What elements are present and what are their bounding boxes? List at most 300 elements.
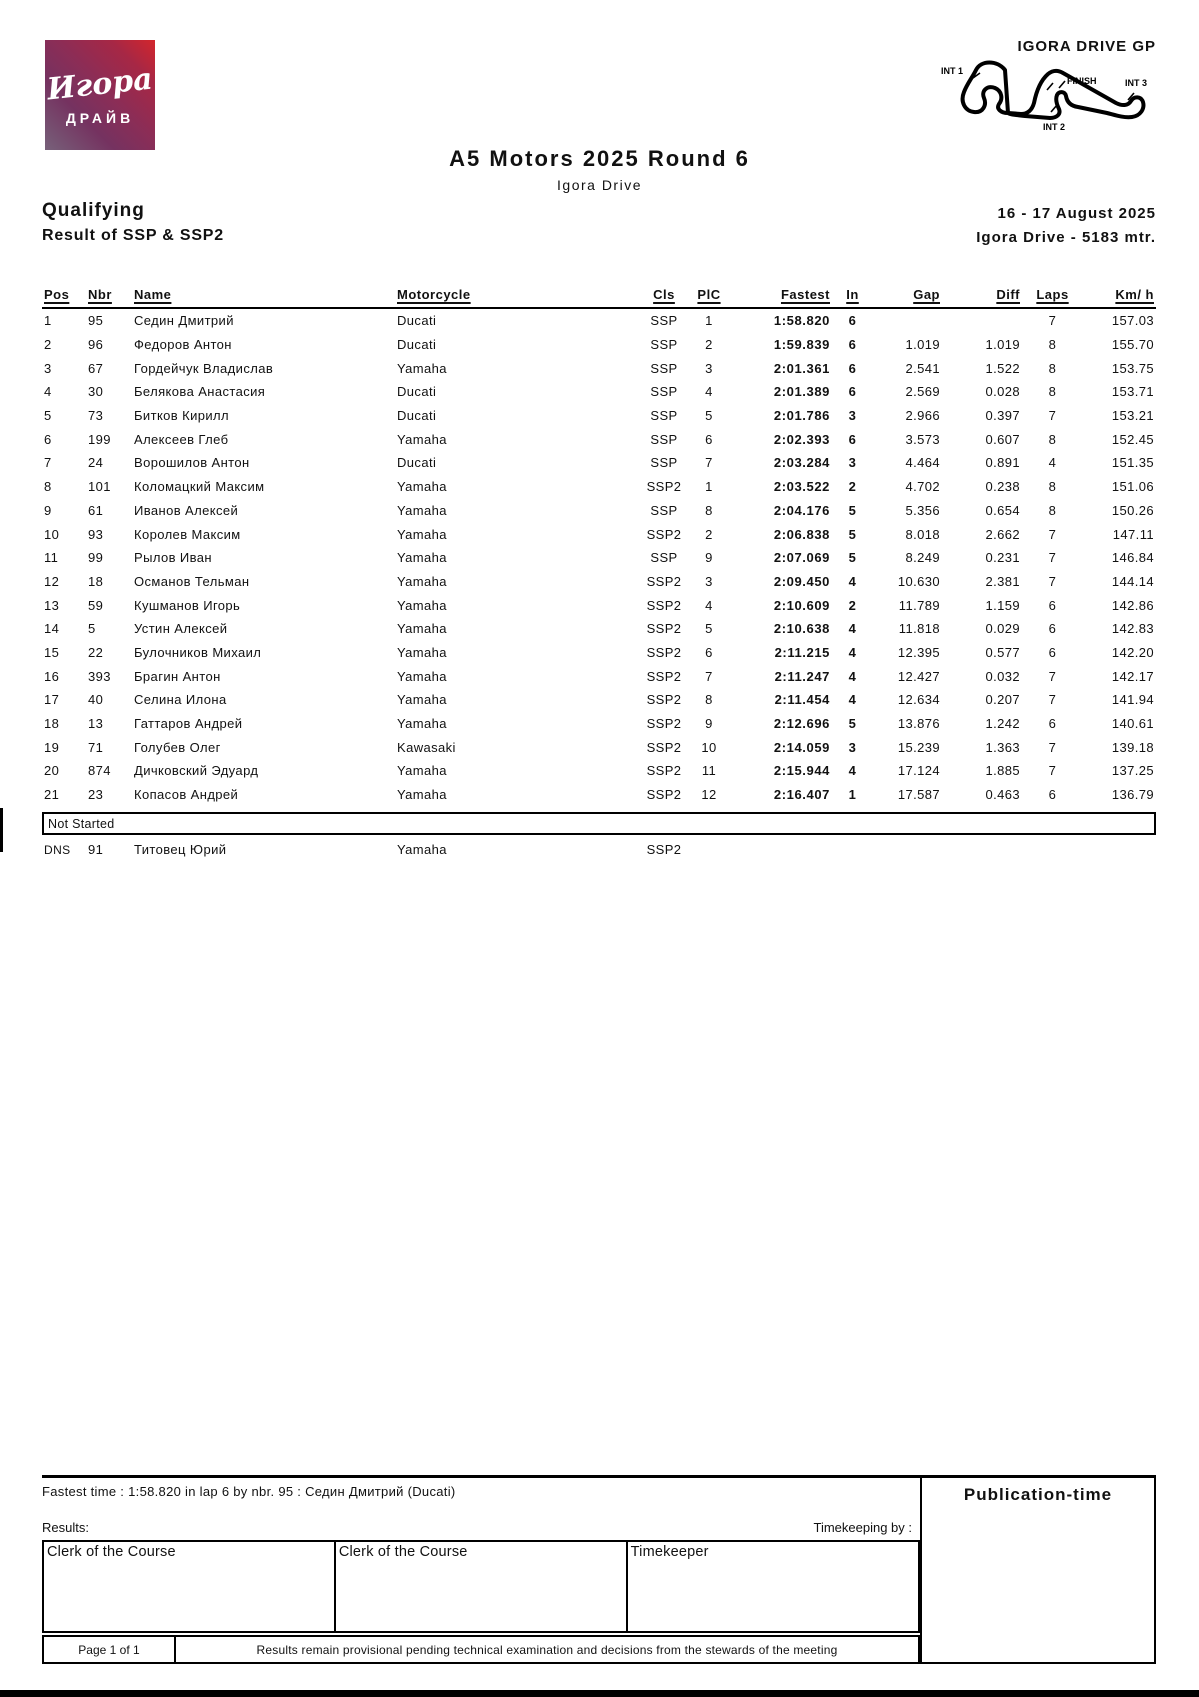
cell-kmh: 153.75 [1111,360,1154,376]
cell-fastest: 2:06.838 [773,526,830,542]
cell-motorcycle: Yamaha [397,479,447,495]
cell-motorcycle: Yamaha [397,526,447,542]
cell-fastest: 2:01.786 [773,408,830,424]
cell-in: 5 [848,716,857,732]
cell-fastest: 2:11.215 [774,644,830,660]
results-table [42,285,1156,806]
cell-cls: SSP2 [646,526,682,542]
cell-plc: 2 [705,526,713,542]
igora-drive-logo [45,40,155,150]
cell-cls: SSP [650,384,678,400]
cell-kmh: 144.14 [1111,573,1154,589]
cell-kmh: 151.35 [1111,455,1154,471]
cell-pos: 12 [44,573,60,589]
cell-nbr: 93 [88,526,104,542]
cell-motorcycle: Ducati [397,384,437,400]
cell-name: Битков Кирилл [134,408,230,424]
cell-gap: 5.356 [905,502,940,518]
table-row [42,427,1156,451]
cell-name: Голубев Олег [134,739,221,755]
cell-nbr: 393 [88,668,111,684]
fastest-time-line: Fastest time : 1:58.820 in lap 6 by nbr. 95 : Седин Дмитрий (Ducati) [42,1484,456,1499]
cell-kmh: 146.84 [1111,550,1154,566]
cell-name: Алексеев Глеб [134,431,229,447]
cell-pos: 2 [44,337,52,353]
cell-diff: 0.891 [985,455,1020,471]
cell-cls: SSP2 [646,739,682,755]
cell-kmh: 142.86 [1111,597,1154,613]
cell-pos: 17 [44,692,60,708]
cell-cls: SSP2 [646,842,682,858]
cell-in: 4 [848,621,857,637]
table-row [42,308,1156,333]
cell-laps: 8 [1048,360,1057,376]
cell-plc: 11 [701,763,717,779]
cell-pos: 8 [44,479,52,495]
cell-nbr: 30 [88,384,104,400]
cell-motorcycle: Yamaha [397,502,447,518]
cell-cls: SSP [650,550,678,566]
cell-nbr: 96 [88,337,104,353]
cell-in: 4 [848,763,857,779]
track-label-finish: FINISH [1067,76,1097,86]
col-header-gap: Gap [913,287,940,302]
cell-kmh: 142.20 [1111,644,1154,660]
cell-fastest: 2:14.059 [773,739,830,755]
cell-kmh: 142.17 [1111,668,1154,684]
table-row [42,546,1156,570]
cell-name: Дичковский Эдуард [134,763,259,779]
cell-nbr: 61 [88,502,104,518]
cell-pos: 11 [44,550,59,566]
table-row [42,522,1156,546]
results-tbody [42,308,1156,806]
cell-cls: SSP [650,337,678,353]
cell-laps: 7 [1048,668,1057,684]
cell-name: Булочников Михаил [134,644,262,660]
cell-gap: 1.019 [905,337,940,353]
table-row [42,451,1156,475]
col-header-cls: Cls [653,287,675,302]
cell-pos: 21 [44,787,60,803]
table-row [42,404,1156,428]
cell-laps: 8 [1048,479,1057,495]
cell-motorcycle: Yamaha [397,842,447,858]
dns-tbody [42,838,1156,862]
cell-diff: 0.577 [985,644,1020,660]
results-row [42,1513,920,1535]
cell-fastest: 2:01.361 [773,360,830,376]
cell-motorcycle: Yamaha [397,360,447,376]
cell-fastest: 2:01.389 [773,384,830,400]
cell-motorcycle: Yamaha [397,621,447,637]
cell-diff: 1.522 [985,360,1020,376]
cell-gap [870,308,945,333]
cell-nbr: 73 [88,408,104,424]
cell-nbr: 99 [88,550,104,566]
cell-plc: 6 [705,431,713,447]
cell-plc: 5 [705,621,713,637]
cell-plc: 3 [705,573,713,589]
cell-nbr: 23 [88,787,104,803]
cell-name: Копасов Андрей [134,787,239,803]
cell-laps: 7 [1048,313,1057,329]
event-date: 16 - 17 August 2025 [997,205,1156,222]
cell-name: Кушманов Игорь [134,597,241,613]
col-header-fastest: Fastest [780,287,830,302]
col-header-pos: Pos [44,287,70,302]
cell-in: 3 [848,455,857,471]
cell-gap: 2.569 [905,384,940,400]
dns-row [42,838,1156,862]
cell-kmh: 147.11 [1112,526,1154,542]
cell-cls: SSP [650,431,678,447]
table-row [42,593,1156,617]
logo-script-text: Игора [45,61,155,108]
cell-gap: 10.630 [897,573,940,589]
table-row [42,664,1156,688]
table-row [42,380,1156,404]
cell-plc: 7 [705,455,713,471]
cell-in: 1 [848,787,857,803]
cell-diff: 1.159 [985,597,1020,613]
cell-gap: 17.124 [897,763,940,779]
cell-laps: 4 [1048,455,1057,471]
cell-in: 3 [848,408,857,424]
cell-gap: 2.966 [905,408,940,424]
cell-nbr: 59 [88,597,104,613]
signature-row [42,1540,920,1633]
cell-nbr: 95 [88,313,104,329]
cell-name: Гордейчук Владислав [134,360,274,376]
cell-motorcycle: Yamaha [397,763,447,779]
cell-cls: SSP2 [646,787,682,803]
cell-in: 6 [848,384,857,400]
cell-diff: 2.381 [985,573,1020,589]
cell-kmh: 150.26 [1111,502,1154,518]
cell-fastest: 2:03.522 [773,479,830,495]
cell-kmh: 139.18 [1111,739,1154,755]
cell-plc: 1 [705,479,713,495]
col-header-kmh: Km/ h [1115,287,1154,302]
cell-fastest: 2:09.450 [773,573,830,589]
cell-in: 5 [848,526,857,542]
cell-plc: 5 [705,408,713,424]
table-row [42,356,1156,380]
dns-table [42,838,1156,862]
cell-plc: 10 [701,739,717,755]
table-row [42,735,1156,759]
cell-plc: 4 [705,384,713,400]
cell-diff [945,308,1025,333]
cell-laps: 7 [1048,408,1057,424]
cell-kmh: 153.21 [1111,408,1154,424]
cell-cls: SSP2 [646,644,682,660]
cell-gap: 12.395 [897,644,940,660]
cell-in: 6 [848,431,857,447]
col-header-plc: PlC [697,287,721,302]
cell-laps: 8 [1048,431,1057,447]
page-number: Page 1 of 1 [42,1635,176,1664]
cell-in: 4 [848,668,857,684]
not-started-section [42,812,1156,835]
cell-motorcycle: Kawasaki [397,739,456,755]
cell-nbr: 24 [88,455,104,471]
cell-laps: 6 [1048,716,1057,732]
cell-cls: SSP2 [646,716,682,732]
cell-diff: 1.019 [985,337,1020,353]
cell-nbr: 18 [88,573,104,589]
cell-motorcycle: Ducati [397,408,437,424]
col-header-diff: Diff [996,287,1020,302]
cell-pos: 3 [44,360,52,376]
header-row [42,285,1156,308]
cell-fastest: 2:03.284 [773,455,830,471]
cell-diff: 0.032 [985,668,1020,684]
table-row [42,783,1156,807]
cell-name: Селина Илона [134,692,227,708]
cell-in: 3 [848,739,857,755]
cell-name: Брагин Антон [134,668,221,684]
cell-gap: 13.876 [897,716,940,732]
cell-laps: 7 [1048,526,1057,542]
cell-pos: 9 [44,502,52,518]
cell-name: Гаттаров Андрей [134,716,243,732]
cell-plc: 12 [701,787,717,803]
cell-pos: 14 [44,621,60,637]
cell-motorcycle: Yamaha [397,431,447,447]
cell-nbr: 101 [88,479,111,495]
cell-name: Белякова Анастасия [134,384,266,400]
cell-plc: 8 [705,692,713,708]
track-label-int2: INT 2 [1043,122,1066,132]
cell-fastest: 2:02.393 [773,431,830,447]
cell-laps: 7 [1048,550,1057,566]
table-row [42,759,1156,783]
table-row [42,499,1156,523]
cell-fastest: 2:11.247 [774,668,830,684]
table-row [42,570,1156,594]
cell-gap: 12.427 [897,668,940,684]
cell-nbr: 40 [88,692,104,708]
cell-in: 4 [848,644,857,660]
cell-diff: 0.029 [985,621,1020,637]
results-table-header [42,285,1156,308]
cell-cls: SSP2 [646,668,682,684]
cell-name: Королев Максим [134,526,241,542]
cell-in: 5 [848,550,857,566]
cell-in: 5 [848,502,857,518]
cell-nbr: 5 [88,621,96,637]
cell-motorcycle: Yamaha [397,787,447,803]
cell-pos: 1 [44,313,52,329]
cell-motorcycle: Yamaha [397,550,447,566]
cell-kmh: 140.61 [1111,716,1154,732]
cell-gap: 17.587 [897,787,940,803]
cell-gap: 3.573 [905,431,940,447]
cell-cls: SSP [650,455,678,471]
cell-kmh: 137.25 [1111,763,1154,779]
table-row [42,617,1156,641]
cell-kmh: 157.03 [1111,313,1154,329]
session-title: Qualifying [42,200,145,221]
table-row [42,641,1156,665]
cell-name: Федоров Антон [134,337,232,353]
cell-laps: 6 [1048,644,1057,660]
cell-cls: SSP2 [646,692,682,708]
cell-cls: SSP2 [646,621,682,637]
cell-nbr: 67 [88,360,104,376]
cell-diff: 2.662 [985,526,1020,542]
cell-fastest: 2:07.069 [773,550,830,566]
cell-laps: 7 [1048,692,1057,708]
footer-left [42,1478,920,1664]
results-label: Results: [42,1520,89,1535]
cell-gap: 2.541 [905,360,940,376]
cell-in: 6 [848,360,857,376]
cell-plc: 8 [705,502,713,518]
disclaimer: Results remain provisional pending technical examination and decisions from the stewards of the meeting [176,1635,920,1664]
cell-pos: 20 [44,763,60,779]
cell-cls: SSP [650,502,678,518]
cell-name: Коломацкий Максим [134,479,265,495]
cell-kmh: 152.45 [1111,431,1154,447]
cell-kmh: 155.70 [1111,337,1154,353]
cell-cls: SSP [650,408,678,424]
cell-laps: 7 [1048,573,1057,589]
cell-in: 6 [848,337,857,353]
col-header-in: In [846,287,859,302]
cell-laps: 6 [1048,787,1057,803]
cell-diff: 0.463 [985,787,1020,803]
cell-gap: 4.702 [905,479,940,495]
publication-time-box [920,1478,1156,1664]
cell-fastest: 1:58.820 [773,313,830,329]
cell-plc: 6 [705,644,713,660]
cell-pos: 19 [44,739,60,755]
event-title: A5 Motors 2025 Round 6 [449,146,750,171]
cell-gap: 4.464 [905,455,940,471]
cell-in: 4 [848,573,857,589]
cell-in: 2 [848,597,857,613]
cell-fastest: 2:16.407 [773,787,830,803]
cell-nbr: 13 [88,716,104,732]
cell-fastest: 2:12.696 [773,716,830,732]
cell-pos: 6 [44,431,52,447]
table-row [42,333,1156,357]
col-header-motorcycle: Motorcycle [397,287,471,302]
cell-laps: 7 [1048,739,1057,755]
track-label-int1: INT 1 [941,66,964,76]
publication-time-label: Publication-time [963,1485,1113,1504]
cell-cls: SSP2 [646,573,682,589]
footer [42,1475,1156,1664]
cell-cls: SSP [650,360,678,376]
col-header-name: Name [134,287,172,302]
timekeeping-label: Timekeeping by : [813,1520,912,1535]
cell-diff: 0.397 [985,408,1020,424]
cell-name: Устин Алексей [134,621,228,637]
cell-name: Иванов Алексей [134,502,239,518]
cell-diff: 1.885 [985,763,1020,779]
table-row [42,688,1156,712]
cell-fastest: 2:10.638 [773,621,830,637]
cell-motorcycle: Yamaha [397,692,447,708]
cell-motorcycle: Yamaha [397,668,447,684]
cell-cls: SSP2 [646,597,682,613]
cell-nbr: 71 [88,739,104,755]
cell-laps: 6 [1048,597,1057,613]
cell-in: 4 [848,692,857,708]
cell-pos: 16 [44,668,60,684]
track-length: Igora Drive - 5183 mtr. [976,229,1156,246]
event-subtitle: Igora Drive [557,177,642,193]
cell-laps: 7 [1048,763,1057,779]
cell-fastest: 2:10.609 [773,597,830,613]
scan-edge-artifact [0,808,3,852]
cell-pos: 7 [44,455,52,471]
cell-nbr: 22 [88,644,104,660]
cell-fastest: 2:04.176 [773,502,830,518]
cell-fastest: 1:59.839 [773,337,830,353]
cell-diff: 0.231 [985,550,1020,566]
result-classes: Result of SSP & SSP2 [42,227,224,244]
cell-pos: 10 [44,526,60,542]
cell-motorcycle: Yamaha [397,644,447,660]
cell-cls: SSP [650,313,678,329]
cell-pos: 4 [44,384,52,400]
cell-pos: 13 [44,597,60,613]
col-header-laps: Laps [1036,287,1069,302]
cell-cls: SSP2 [646,479,682,495]
cell-name: Седин Дмитрий [134,313,234,329]
cell-plc: 7 [705,668,713,684]
cell-laps: 8 [1048,384,1057,400]
cell-gap: 15.239 [897,739,940,755]
cell-gap: 8.018 [905,526,940,542]
cell-nbr: 199 [88,431,111,447]
cell-gap: 12.634 [897,692,940,708]
cell-fastest: 2:15.944 [773,763,830,779]
cell-diff: 1.242 [985,716,1020,732]
cell-diff: 0.238 [985,479,1020,495]
cell-diff: 0.207 [985,692,1020,708]
cell-name: Рылов Иван [134,550,213,566]
cell-nbr: 91 [88,842,104,858]
cell-motorcycle: Yamaha [397,716,447,732]
cell-kmh: 141.94 [1111,692,1154,708]
cell-kmh: 136.79 [1111,787,1154,803]
cell-plc: 3 [705,360,713,376]
cell-diff: 1.363 [985,739,1020,755]
cell-laps: 8 [1048,337,1057,353]
not-started-label: Not Started [48,816,115,831]
footer-bottom-row [42,1635,920,1664]
col-header-nbr: Nbr [88,287,112,302]
cell-laps: 6 [1048,621,1057,637]
cell-pos: 5 [44,408,52,424]
track-map-title: IGORA DRIVE GP [1017,38,1156,55]
cell-in: 2 [848,479,857,495]
cell-gap: 11.818 [898,621,940,637]
signature-box-clerk-2: Clerk of the Course [334,1540,628,1633]
cell-laps: 8 [1048,502,1057,518]
cell-kmh: 151.06 [1111,479,1154,495]
signature-box-clerk-1: Clerk of the Course [42,1540,336,1633]
cell-diff: 0.654 [985,502,1020,518]
cell-plc: 4 [705,597,713,613]
cell-pos: 15 [44,644,60,660]
